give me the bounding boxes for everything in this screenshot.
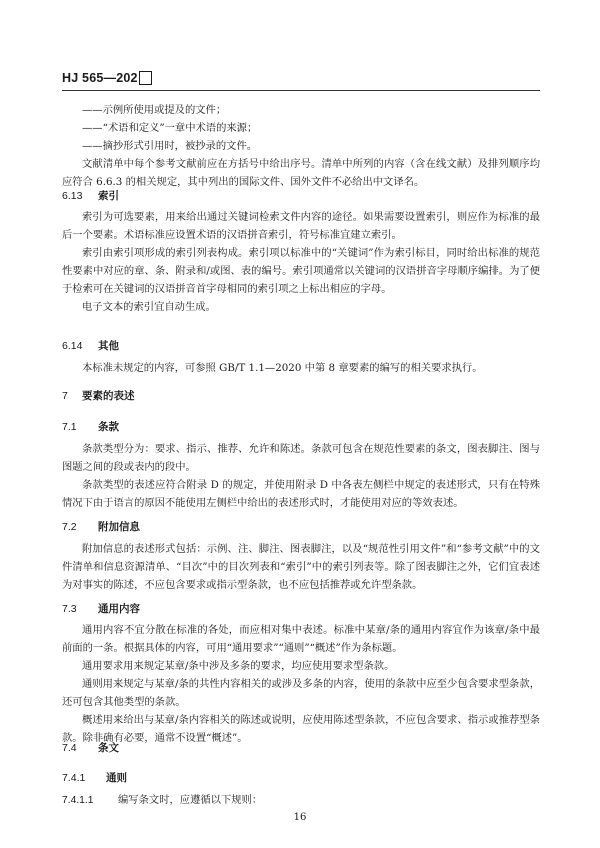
section-number: 7.4 [62,742,77,754]
section-number: 7 [62,390,68,402]
section-body [62,208,540,316]
paragraph: 索引为可选要素，用来给出通过关键词检索文件内容的途径。如果需要设置索引，则应作为标准的最后一个要素。术语标准应设置术语的汉语拼音索引，符号标准宜建立索引。 [62,211,540,241]
section-body [62,621,540,747]
section-title: 要素的表述 [82,390,135,402]
paragraph: 概述用来给出与某章/条内容相关的陈述或说明，应使用陈述型条款，不应包含要求、指示或推荐型条款。除非确有必要，通常不设置“概述”。 [62,714,540,744]
section-title: 附加信息 [98,521,140,533]
paragraph: 本标准未规定的内容，可参照 GB/T 1.1—2020 中第 8 章要素的编写的相关要求执行。 [82,362,483,374]
section-title: 条文 [98,742,119,754]
subsection-heading [62,770,127,785]
paragraph: 索引由索引项形成的索引列表构成。索引项以标准中的“关键词”作为索引标目，同时给出标准的规范性要素中对应的章、条、附录和/或图、表的编号。索引项通常以关键词的汉语拼音字母顺序编排。为了便于检索可在关键词的汉语拼音首字母相同的索引项之上标出相应的字母。 [62,247,540,295]
list-item: ——摘抄形式引用时，被抄录的文件。 [82,140,258,152]
section-number: 7.4.1 [62,772,86,784]
section-heading [62,338,119,353]
paragraph: 通则用来规定与某章/条的共性内容相关的或涉及多条的内容，使用的条款中应至少包含要求型条款，还可包含其他类型的条款。 [62,678,540,708]
section-heading [62,601,140,616]
chapter-heading [62,388,135,403]
section-heading [62,188,119,203]
paragraph: 条款类型的表述应符合附录 D 的规定，并使用附录 D 中各表左侧栏中规定的表述形式，只有在特殊情况下由于语言的原因不能使用左侧栏中给出的表述形式时，才能使用对应的等效表述。 [62,479,540,509]
document-header [62,71,152,85]
section-heading [62,419,119,434]
standard-code: HJ 565—202 [62,71,138,85]
section-number: 7.1 [62,421,77,433]
section-number: 6.14 [62,340,83,352]
section-title: 索引 [98,190,119,202]
placeholder-box-icon [139,71,152,85]
paragraph: 文献清单中每个参考文献前应在方括号中给出序号。清单中所列的内容（含在线文献）及排列顺序均应符合 6.6.3 的相关规定，其中列出的国际文件、国外文件不必给出中文译名。 [62,158,540,188]
section-number: 6.13 [62,190,83,202]
section-heading [62,519,140,534]
section-body [62,540,540,594]
clause [62,791,540,810]
section-body [62,440,540,512]
section-number: 7.2 [62,521,77,533]
paragraph: 条款类型分为：要求、指示、推荐、允许和陈述。条款可包含在规范性要素的条文，图表脚注、图与图题之间的段或表内的段中。 [62,443,540,473]
section-title: 条款 [98,421,119,433]
clause-number: 7.4.1.1 [62,795,94,806]
header-rule [62,90,540,91]
list-item: ——“术语和定义”一章中术语的来源； [82,122,258,134]
paragraph: 通用内容不宜分散在标准的各处，而应相对集中表述。标准中某章/条的通用内容宜作为该章/条中最前面的一条。根据具体的内容，可用“通用要求”“通则”“概述”作为条标题。 [62,624,540,654]
paragraph: 附加信息的表述形式包括：示例、注、脚注、图表脚注，以及“规范性引用文件”和“参考文献”中的文件清单和信息资源清单、“目次”中的目次列表和“索引”中的索引列表等。除了图表脚注之外，它们宜表述为对事实的陈述，不应包含要求或指示型条款，也不应包括推荐或允许型条款。 [62,543,540,591]
section-title: 通则 [106,772,127,784]
section-title: 其他 [98,340,119,352]
section-heading [62,740,119,755]
clause-text: 编写条文时，应遵循以下规则： [118,794,263,806]
section-title: 通用内容 [98,603,140,615]
page-number: 16 [293,812,307,823]
paragraph: 电子文本的索引宜自动生成。 [82,301,216,313]
paragraph: 通用要求用来规定某章/条中涉及多条的要求，均应使用要求型条款。 [82,660,395,672]
section-number: 7.3 [62,603,77,615]
reference-list [62,101,540,191]
section-body [62,359,540,377]
list-item: ——示例所使用或提及的文件； [82,104,227,116]
